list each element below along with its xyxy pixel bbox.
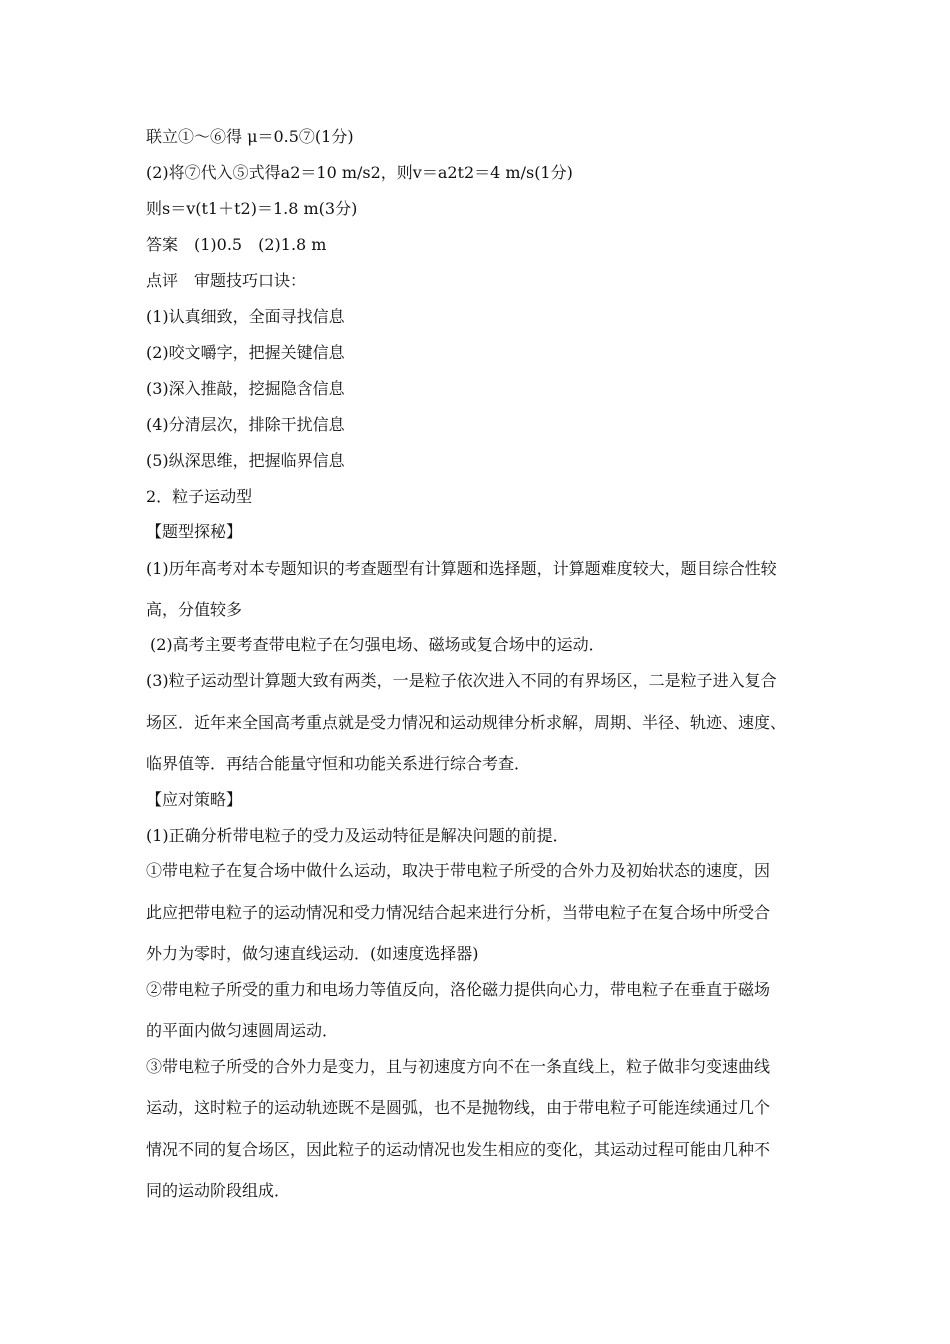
subsection-heading: 【应对策略】 <box>146 790 243 809</box>
text-line: (3)粒子运动型计算题大致有两类，一是粒子依次进入不同的有界场区，二是粒子进入复合 <box>146 671 777 690</box>
text-line: 点评 审题技巧口诀： <box>146 271 307 290</box>
text-line: 的平面内做匀速圆周运动． <box>146 1021 339 1040</box>
text-line: (2)高考主要考查带电粒子在匀强电场、磁场或复合场中的运动． <box>150 635 605 654</box>
text-line: (5)纵深思维，把握临界信息 <box>146 451 345 470</box>
section-heading: 2．粒子运动型 <box>146 487 253 506</box>
text-line: 答案 (1)0.5 (2)1.8 m <box>146 235 327 254</box>
text-line: 此应把带电粒子的运动情况和受力情况结合起来进行分析，当带电粒子在复合场中所受合 <box>146 903 771 922</box>
text-line: ③带电粒子所受的合外力是变力，且与初速度方向不在一条直线上，粒子做非匀变速曲线 <box>146 1057 771 1076</box>
text-line: 则s＝v(t1＋t2)＝1.8 m(3分) <box>146 199 358 218</box>
text-line: 同的运动阶段组成． <box>146 1181 291 1200</box>
text-line: ②带电粒子所受的重力和电场力等值反向，洛伦磁力提供向心力，带电粒子在垂直于磁场 <box>146 980 771 999</box>
text-line: (2)咬文嚼字，把握关键信息 <box>146 343 345 362</box>
text-line: (1)正确分析带电粒子的受力及运动特征是解决问题的前提． <box>146 826 569 845</box>
text-line: 高，分值较多 <box>146 600 243 619</box>
subsection-heading: 【题型探秘】 <box>146 522 243 541</box>
text-line: 临界值等．再结合能量守恒和功能关系进行综合考查． <box>146 754 531 773</box>
text-line: 运动，这时粒子的运动轨迹既不是圆弧，也不是抛物线，由于带电粒子可能连续通过几个 <box>146 1098 771 1117</box>
text-line: (3)深入推敲，挖掘隐含信息 <box>146 379 345 398</box>
text-line: ①带电粒子在复合场中做什么运动，取决于带电粒子所受的合外力及初始状态的速度，因 <box>146 861 771 880</box>
text-line: 情况不同的复合场区，因此粒子的运动情况也发生相应的变化，其运动过程可能由几种不 <box>146 1140 771 1159</box>
text-line: 联立①～⑥得 μ＝0.5⑦(1分) <box>146 127 354 146</box>
text-line: (1)认真细致，全面寻找信息 <box>146 307 345 326</box>
text-line: 场区．近年来全国高考重点就是受力情况和运动规律分析求解，周期、半径、轨迹、速度、 <box>146 713 787 732</box>
text-line: (4)分清层次，排除干扰信息 <box>146 415 345 434</box>
text-line: (2)将⑦代入⑤式得a2＝10 m/s2，则v＝a2t2＝4 m/s(1分) <box>146 163 573 182</box>
text-line: (1)历年高考对本专题知识的考查题型有计算题和选择题，计算题难度较大，题目综合性较 <box>146 559 777 578</box>
text-line: 外力为零时，做匀速直线运动．(如速度选择器) <box>146 944 479 963</box>
